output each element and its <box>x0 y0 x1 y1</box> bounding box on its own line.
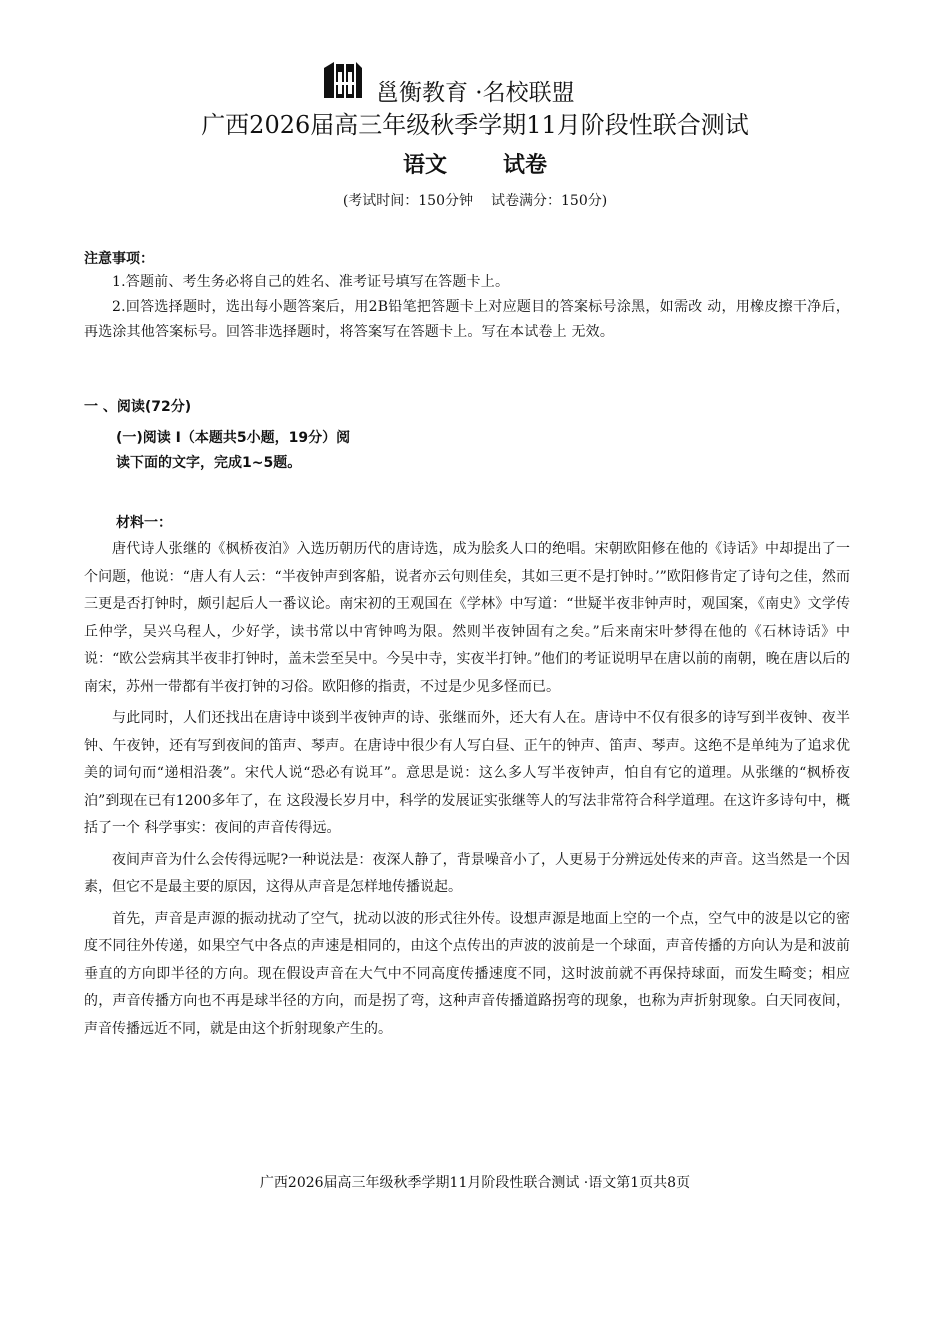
passage-paragraph: 首先，声音是声源的振动扰动了空气，扰动以波的形式往外传。设想声源是地面上空的一个点，空气中的波是以它的密度不同往外传递，如果空气中各点的声速是相同的，由这个点传出的声波的波前是一个球面，声音传播的方向认为是和波前垂直的方向即半径的方向。现在假设声音在大气中不同高度传播速度不同，这时波前就不再保持球面，而发生畸变；相应的，声音传播方向也不再是球半径的方向，而是拐了弯，这种声音传播道路拐弯的现象，也称为声折射现象。白天同夜间，声音传播远近不同，就是由这个折射现象产生的。 <box>84 910 850 1037</box>
exam-score: 试卷满分：150分) <box>491 193 608 209</box>
notice-item: 1.答题前、考生务必将自己的姓名、准考证号填写在答题卡上。 <box>112 274 510 290</box>
notice-item: 2.回答选择题时，选出每小题答案后，用2B铅笔把答题卡上对应题目的答案标号涂黑，如需改 动，用橡皮擦干净后，再选涂其他答案标号。回答非选择题时，将答案写在答题卡上。写在本试卷上 无效。 <box>84 299 850 340</box>
brand-name: 邕衡教育 ·名校联盟 <box>376 80 575 106</box>
page-footer: 广西2026届高三年级秋季学期11月阶段性联合测试 ·语文第1页共8页 <box>259 1175 691 1191</box>
passage-paragraph: 唐代诗人张继的《枫桥夜泊》入选历朝历代的唐诗选，成为脍炙人口的绝唱。宋朝欧阳修在他的《诗话》中却提出了一个问题，他说：“唐人有人云：“半夜钟声到客船，说者亦云句则佳矣，其如三更不是打钟时。’”欧阳修肯定了诗句之佳，然而三更是否打钟时，颇引起后人一番议论。南宋初的王观国在《学林》中写道：“世疑半夜非钟声时，观国案，《南史》文学传丘仲学，吴兴乌程人，少好学，读书常以中宵钟鸣为限。然则半夜钟固有之矣。”后来南宋叶梦得在他的《石林诗话》中说：“欧公尝病其半夜非打钟时，盖未尝至吴中。今吴中寺，实夜半打钟。”他们的考证说明早在唐以前的南朝，晚在唐以后的南宋，苏州一带都有半夜打钟的习俗。欧阳修的指责，不过是少见多怪而已。 <box>84 541 850 695</box>
paper-label: 试卷 <box>503 153 548 178</box>
exam-title: 广西2026届高三年级秋季学期11月阶段性联合测试 <box>201 111 749 139</box>
reading-passage <box>84 536 850 1047</box>
passage-paragraph: 夜间声音为什么会传得远呢?一种说法是：夜深人静了，背景噪音小了，人更易于分辨远处传来的声音。这当然是一个因素，但它不是最主要的原因，这得从声音是怎样地传播说起。 <box>84 851 850 895</box>
passage-paragraph: 与此同时，人们还找出在唐诗中谈到半夜钟声的诗、张继而外，还大有人在。唐诗中不仅有很多的诗写到半夜钟、夜半钟、午夜钟，还有写到夜间的笛声、琴声。在唐诗中很少有人写白昼、正午的钟声、笛声、琴声。这绝不是单纯为了追求优美的词句而“递相沿袭”。宋代人说“恐必有说耳”。意思是说：这么多人写半夜钟声，怕自有它的道理。从张继的“枫桥夜泊”到现在已有1200多年了，在 这段漫长岁月中，科学的发展证实张继等人的写法非常符合科学道理。在这许多诗句中，概括了一个 科学事实：夜间的声音传得远。 <box>84 710 850 836</box>
notice-list <box>84 270 850 345</box>
exam-time: (考试时间：150分钟 <box>342 193 473 209</box>
book-logo-icon <box>320 58 364 102</box>
exam-info <box>0 190 950 212</box>
subsection-heading: (一)阅读 I（本题共5小题，19分）阅读下面的文字，完成1~5题。 <box>116 430 351 471</box>
material-label: 材料一： <box>116 515 172 531</box>
subject-name: 语文 <box>402 153 447 178</box>
header <box>0 58 950 106</box>
notice-title: 注意事项： <box>84 251 154 267</box>
subject-title <box>0 152 950 180</box>
section-heading: 一 、阅读(72分) <box>84 399 192 415</box>
